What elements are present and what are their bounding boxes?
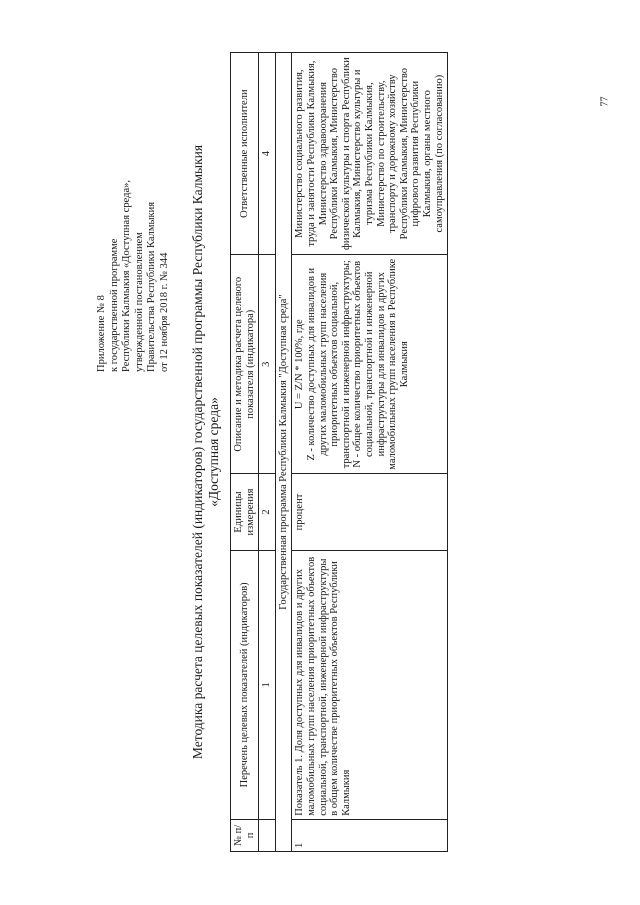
header-method: Описание и методика расчета целевого показателя (индикатора): [231, 255, 259, 474]
table-row: [292, 53, 448, 852]
annex-line: к государственной программе: [108, 238, 120, 372]
indicators-table: [230, 52, 448, 852]
annex-line: утвержденной постановлением: [133, 232, 145, 372]
annex-line: Правительства Республики Калмыкия: [146, 201, 157, 372]
column-number: [259, 819, 276, 851]
annex-line: Республики Калмыкия «Доступная среда»,: [121, 180, 132, 372]
table-header-row: [231, 53, 259, 852]
program-title: Государственная программа Республики Калмыкия "Доступная среда": [275, 53, 292, 852]
row-method: [292, 255, 448, 474]
annex-line: от 12 ноября 2018 г. № 344: [158, 252, 170, 372]
page-number: 77: [599, 96, 611, 107]
header-num: № п/п: [231, 819, 259, 851]
annex-block: [96, 42, 171, 372]
column-number: 4: [259, 53, 276, 255]
row-responsible: Министерство социального развития, труда и занятости Республики Калмыкия, Министерство здравоохранения Республики Калмыкия, Министерство физической культуры и спорта Республики Калмыкия, Министерство культуры и туризма Республики Калмыкия, Министерство по строительству, транспорту и дорожному хозяйству Республики Калмыкия, Министерство цифрового развития Республики Калмыкия, органы местного самоуправления (по согласованию): [292, 53, 448, 255]
column-number: 1: [259, 550, 276, 819]
row-num: 1: [292, 819, 448, 851]
method-n-definition: N - общее количество приоритетных объектов социальной, транспортной и инженерной инфраструктуры для инвалидов и других маломобильных групп населения в Республике Калмыкия: [352, 258, 410, 470]
method-formula: U = Z/N * 100%, где: [294, 319, 306, 410]
program-row: [275, 53, 292, 852]
method-z-definition: Z - количество доступных для инвалидов и других маломобильных групп населения приоритетных объектов социальной, транспортной и инженерной инфраструктуры;: [305, 260, 352, 469]
header-unit: Единицы измерения: [231, 474, 259, 551]
column-number: 2: [259, 474, 276, 551]
document-title: [190, 42, 222, 862]
column-number-row: [259, 53, 276, 852]
rotated-page-content: [90, 42, 550, 862]
title-line-2: «Доступная среда»: [206, 397, 221, 507]
title-line-1: Методика расчета целевых показателей (индикаторов) государственной программы Республики Калмыкия: [190, 144, 205, 760]
header-name: Перечень целевых показателей (индикаторов): [231, 550, 259, 819]
row-indicator-name: Показатель 1. Доля доступных для инвалидов и других маломобильных групп населения приоритетных объектов социальной, транспортной, инженерной инфраструктуры в общем количестве приоритетных объектов Республики Калмыкия: [292, 550, 448, 819]
column-number: 3: [259, 255, 276, 474]
header-responsible: Ответственные исполнители: [231, 53, 259, 255]
row-unit: процент: [292, 474, 448, 551]
annex-line: Приложение № 8: [96, 295, 107, 372]
